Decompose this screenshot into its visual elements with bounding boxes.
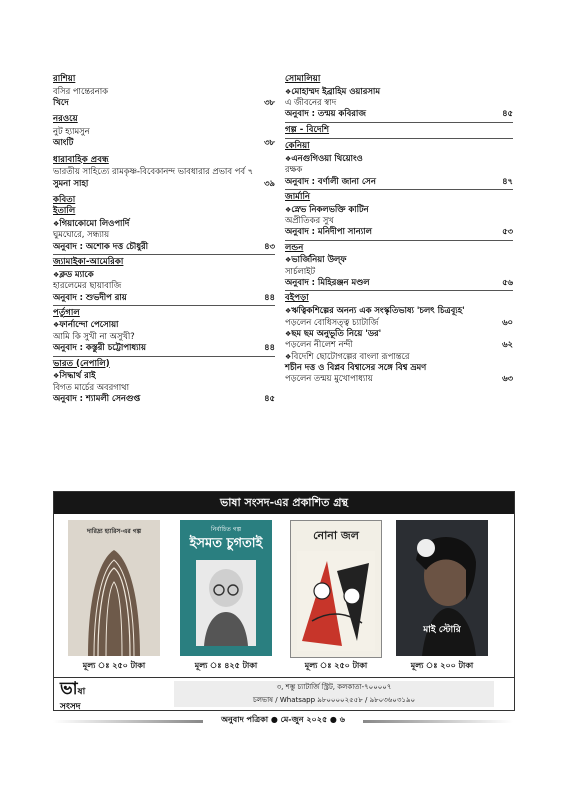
entry-page: ৫৬	[502, 277, 513, 288]
book-cover-1[interactable]	[68, 520, 160, 656]
book-1-title: দারিদ্র্য হ্যারিস-এর গল্প	[87, 528, 141, 535]
entry-title: এ জীবনের স্বাদ	[285, 97, 337, 108]
entry-title: হারলেমের ছায়াবাজি	[53, 280, 122, 291]
logo-glyph: ভা	[60, 679, 78, 699]
entry-reviewer: পড়লেন নীলেশ নন্দী	[285, 339, 353, 350]
toc-entry[interactable]	[53, 218, 275, 252]
entry-page: ৩৮	[264, 137, 275, 148]
toc-entry[interactable]	[53, 319, 275, 353]
section-kenya: কেনিয়া	[285, 141, 310, 152]
book-4-title: মাই স্টোরি	[423, 625, 461, 635]
entry-translator: অনুবাদ : অশোক দত্ত চৌধুরী	[53, 240, 149, 251]
author-portrait-icon	[196, 560, 256, 646]
footer-rule-left	[53, 720, 203, 723]
entry-translator: অনুবাদ : মিহিরঞ্জন মণ্ডল	[285, 277, 370, 288]
toc-left-column	[53, 74, 275, 404]
entry-page: ৪৭	[502, 175, 513, 186]
entry-page: ৩৯	[264, 177, 275, 188]
book-2-subtitle: নির্বাচিত গল্প	[211, 526, 241, 533]
book-cover-4[interactable]	[396, 520, 488, 656]
entry-author: ❖ স্নেভ নিকলভক্তি কাটিন	[285, 204, 513, 215]
publisher-books-panel	[53, 491, 515, 711]
book-cover-2[interactable]	[180, 520, 272, 656]
entry-title-cont: শচীন দত্ত ও বিপ্লব বিশ্বাসের সঙ্গে বিশ্ব ভ্রমণ	[285, 362, 427, 373]
entry-author: নুট হ্যামসুন	[53, 125, 90, 136]
section-story-foreign: গল্প - বিদেশি	[285, 124, 330, 135]
entry-page: ৪৩	[264, 240, 275, 251]
book-2-price: মূল্য ঃ ৪২৫ টাকা	[194, 661, 258, 670]
entry-author: ❖ গিয়াকোমো লিওপার্দি	[53, 218, 275, 229]
entry-translator: অনুবাদ : শুভদীপ রায়	[53, 291, 127, 302]
section-italy: ইতালি	[53, 206, 76, 217]
entry-translator: অনুবাদ : কস্তুরী চট্টোপাধ্যায়	[53, 342, 146, 353]
logo-text: ষা সংসদ	[60, 687, 86, 712]
book-cover-3[interactable]	[290, 520, 382, 658]
entry-page: ৪৪	[264, 342, 275, 353]
section-book-review: বইপড়া	[285, 293, 309, 304]
entry-page: ৬৩	[502, 373, 513, 384]
footer-rule-right	[363, 720, 513, 723]
entry-translator: অনুবাদ : তন্ময় কবিরাজ	[285, 108, 366, 119]
section-somalia: সোমালিয়া	[285, 74, 321, 84]
toc-entry[interactable]	[285, 305, 513, 328]
entry-title: ভারতীয় সাহিত্যে রামকৃষ্ণ-বিবেকানন্দ ভাবধারার প্রভাব পর্ব ৭	[53, 166, 254, 177]
toc-entry[interactable]	[53, 370, 275, 404]
publisher-footer	[54, 677, 514, 710]
section-germany: জার্মানি	[285, 192, 311, 203]
book-cover-art	[68, 520, 160, 656]
toc-entry[interactable]	[53, 269, 275, 303]
address-line: ৩, শম্ভু চ্যাটার্জি স্ট্রিট, কলকাতা-৭০০০০৭	[276, 683, 392, 691]
book-3-price: মূল্য ঃ ২৫০ টাকা	[304, 661, 368, 670]
contact-line: চলভাষ / Whatsapp ৯৮০০০০২৫৫৮ / ৯৮০৩৬০৩১৯০	[252, 696, 416, 704]
section-russia: রাশিয়া	[53, 74, 76, 84]
entry-title: ঘুমঘোরে, সন্ধ্যায়	[53, 229, 110, 240]
entry-page: ৪৫	[264, 392, 275, 403]
entry-translator: অনুবাদ : মনিদীপা সান্যাল	[285, 226, 372, 237]
entry-title: রক্ষক	[285, 164, 303, 175]
entry-author: ❖ এনগুগিওয়া থিয়োংও	[285, 153, 513, 164]
book-1-price: মূল্য ঃ ২৫০ টাকা	[82, 661, 146, 670]
entry-title: ❖ বিদেশি ছোটোগল্পের বাংলা রূপান্তরে	[285, 351, 513, 362]
section-jamaica-america: জ্যামাইকা-আমেরিকা	[53, 257, 124, 268]
entry-reviewer: পড়লেন বোধিসত্ত্ব চ্যাটার্জি	[285, 316, 379, 327]
entry-title: ❖ ঋত্বিকশিল্পের অনন্য এক সংস্কৃতিভাষ্য 'চলৎ চিত্রব্যূহ'	[285, 305, 513, 316]
publisher-address	[174, 681, 494, 707]
section-india-nepali: ভারত (নেপালি)	[53, 358, 110, 369]
entry-title: আমি কি সুখী না অসুখী?	[53, 330, 135, 341]
toc-entry[interactable]	[285, 328, 513, 351]
toc-entry[interactable]	[285, 86, 513, 120]
entry-author: ❖ ক্লড ম্যাকে	[53, 269, 275, 280]
section-poetry: কবিতা	[53, 194, 76, 205]
entry-title: সার্চলাইট	[285, 265, 316, 276]
entry-page: ৪৪	[264, 291, 275, 302]
entry-author: ❖ ফার্নান্দো পেসোয়া	[53, 319, 275, 330]
entry-title: আংটি	[53, 137, 74, 148]
entry-title: ❖ ছম ছম অনুভূতি নিয়ে 'ডর'	[285, 328, 513, 339]
entry-translator: অনুবাদ : বর্ণালী জানা সেন	[285, 175, 376, 186]
entry-page: ৪৫	[502, 108, 513, 119]
publisher-logo[interactable]	[60, 679, 100, 712]
entry-reviewer: পড়লেন তন্ময় মুখোপাধ্যায়	[285, 373, 373, 384]
toc-right-column	[285, 74, 513, 385]
book-3-title: নোনা জল	[313, 529, 359, 542]
section-serial-essay: ধারাবাহিক প্রবন্ধ	[53, 154, 109, 165]
section-portugal: পর্তুগাল	[53, 307, 80, 318]
entry-author: সুমনা সাহা	[53, 177, 89, 188]
toc-entry[interactable]	[285, 153, 513, 187]
toc-entry[interactable]	[53, 126, 275, 149]
entry-author: ❖ ভার্জিনিয়া উল্‌ফ	[285, 254, 513, 265]
book-cover-art	[297, 551, 375, 651]
section-london: লন্ডন	[285, 242, 304, 253]
page-footer: অনুবাদ পত্রিকা ● মে-জুন ২০২৫ ● ৬	[221, 715, 345, 724]
entry-author: ❖ মোহাম্মদ ইব্রাহিম ওয়ারসাম	[285, 86, 513, 97]
entry-translator: অনুবাদ : শ্যামলী সেনগুপ্ত	[53, 392, 141, 403]
books-banner: ভাষা সংসদ-এর প্রকাশিত গ্রন্থ	[54, 492, 514, 514]
entry-page: ৬২	[502, 339, 513, 350]
toc-entry[interactable]	[53, 86, 275, 109]
entry-author: ❖ সিদ্ধার্থ রাই	[53, 370, 275, 381]
entry-page: ৫৩	[502, 226, 513, 237]
entry-page: ৩৮	[264, 96, 275, 107]
entry-title: অপ্রীতিকর সুখ	[285, 215, 334, 226]
toc-entry[interactable]	[285, 204, 513, 238]
entry-page: ৬০	[502, 316, 513, 327]
entry-title: বিগত মার্চের অবরগাথা	[53, 381, 130, 392]
entry-title: খিদে	[53, 96, 69, 107]
section-norway: নরওয়ে	[53, 114, 78, 125]
book-4-price: মূল্য ঃ ২০০ টাকা	[410, 661, 474, 670]
book-2-title: ইসমত চুগতাই	[189, 536, 263, 551]
entry-author: বসির পান্তেরনাক	[53, 85, 109, 96]
toc-entry[interactable]	[53, 166, 275, 189]
toc-entry[interactable]	[285, 351, 513, 385]
toc-entry[interactable]	[285, 254, 513, 288]
